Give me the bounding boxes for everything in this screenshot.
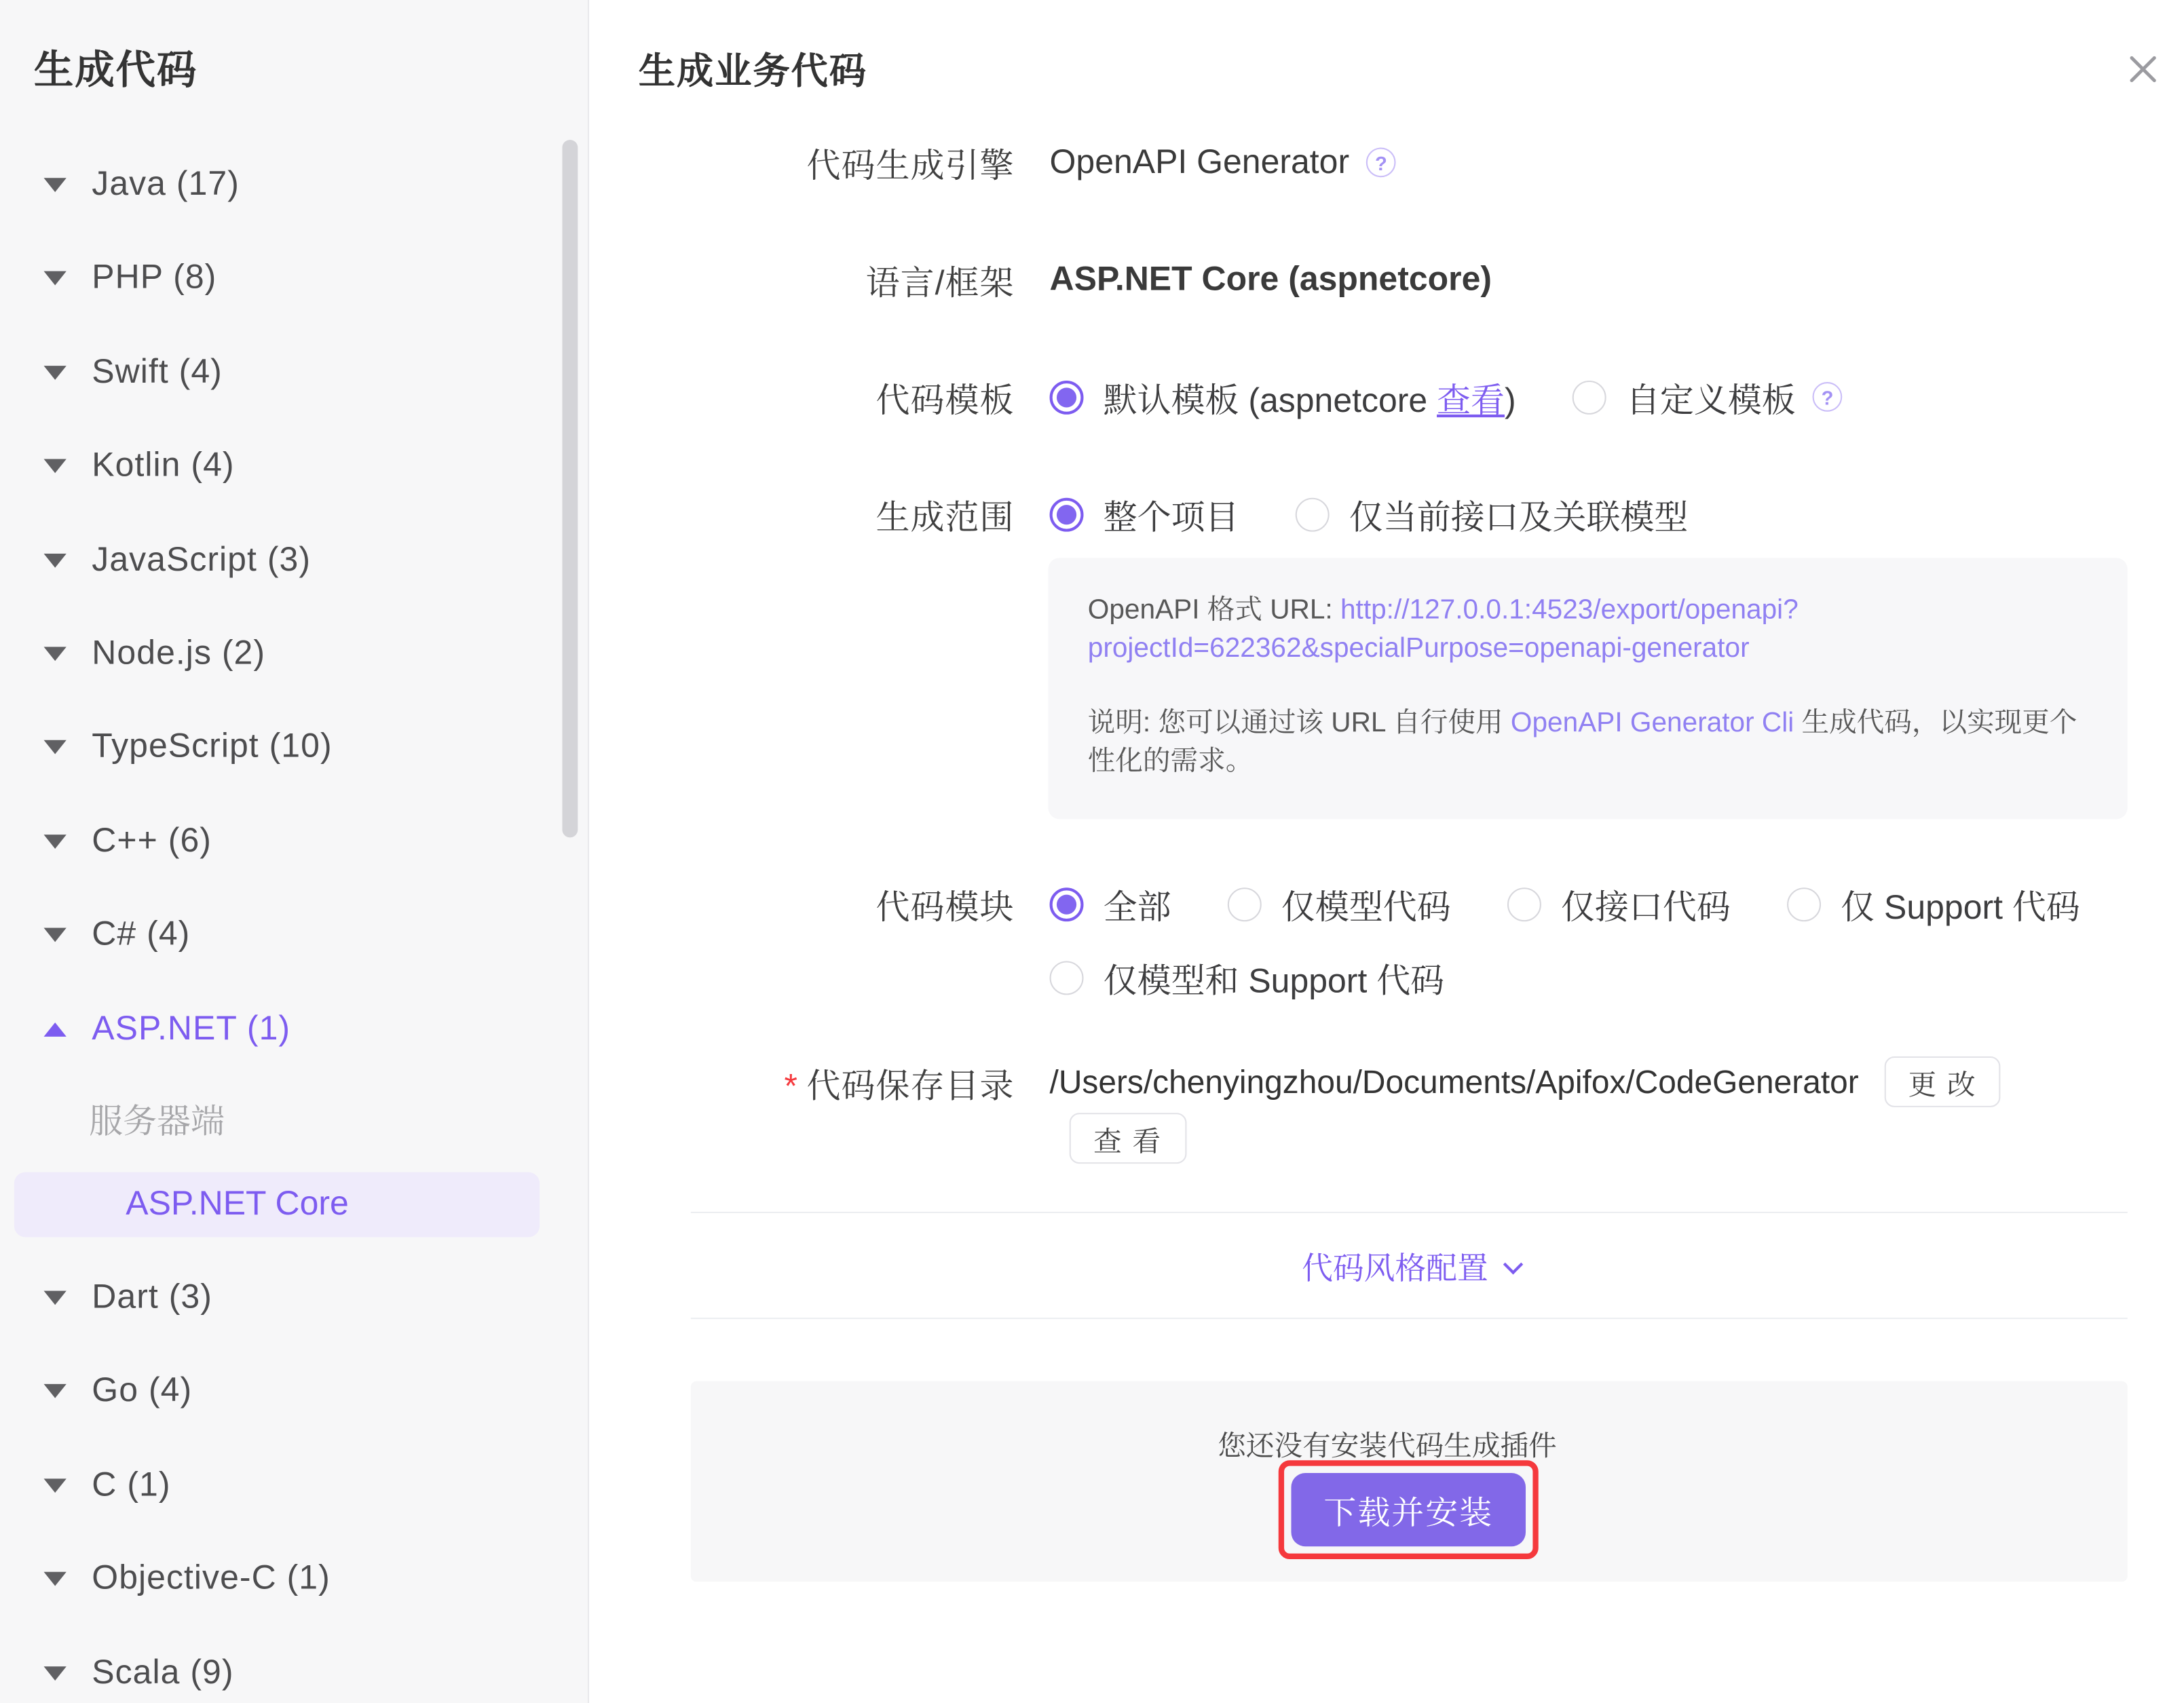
chevron-down-icon — [44, 1384, 67, 1398]
row-code-engine — [590, 138, 1396, 187]
engine-label: 代码生成引擎 — [806, 147, 1015, 186]
radio-api-code-only[interactable]: 仅接口代码 — [1507, 879, 1731, 929]
plugin-missing-message: 您还没有安装代码生成插件 — [1218, 1431, 1557, 1463]
sidebar-item-typescript[interactable]: TypeScript (10) — [0, 700, 588, 793]
sidebar-item-go[interactable]: Go (4) — [0, 1345, 588, 1438]
row-code-modules — [590, 879, 2080, 929]
help-icon[interactable]: ? — [1813, 382, 1843, 412]
row-generate-scope — [590, 489, 1688, 539]
radio-on-icon[interactable] — [1050, 887, 1084, 921]
sidebar-item-php[interactable]: PHP (8) — [0, 231, 588, 324]
chevron-down-icon — [44, 835, 67, 849]
sidebar-item-objective-c[interactable]: Objective-C (1) — [0, 1532, 588, 1625]
sidebar-item-swift[interactable]: Swift (4) — [0, 326, 588, 419]
close-icon[interactable] — [2125, 51, 2162, 88]
radio-whole-project[interactable]: 整个项目 — [1050, 489, 1239, 539]
sidebar-title: 生成代码 — [33, 47, 198, 92]
chevron-down-icon — [44, 366, 67, 380]
chevron-down-icon — [44, 178, 67, 192]
note-prefix: 说明: 您可以通过该 URL 自行使用 — [1087, 707, 1511, 739]
radio-current-api[interactable]: 仅当前接口及关联模型 — [1296, 489, 1689, 539]
dialog-title: 生成业务代码 — [638, 49, 868, 92]
change-dir-button[interactable]: 更 改 — [1884, 1056, 2001, 1107]
sidebar-item-csharp[interactable]: C# (4) — [0, 888, 588, 981]
radio-off-icon[interactable] — [1228, 887, 1262, 921]
chevron-down-icon — [1503, 1254, 1522, 1274]
row-language-framework — [590, 255, 1492, 305]
row-code-template — [590, 372, 1842, 421]
openapi-generator-cli-link[interactable]: OpenAPI Generator Cli — [1510, 707, 1794, 739]
chevron-down-icon — [44, 647, 67, 661]
radio-off-icon[interactable] — [1573, 380, 1606, 414]
language-sidebar — [0, 0, 589, 1703]
save-dir-path: /Users/chenyingzhou/Documents/Apifox/CodeGenerator — [1049, 1063, 1859, 1100]
radio-default-template[interactable]: 默认模板 (aspnetcore 查看) — [1050, 372, 1516, 421]
radio-model-code-only[interactable]: 仅模型代码 — [1228, 879, 1451, 929]
divider — [691, 1318, 2128, 1319]
scope-label: 生成范围 — [876, 499, 1015, 538]
chevron-down-icon — [44, 1666, 67, 1681]
sidebar-item-scala[interactable]: Scala (9) — [0, 1627, 588, 1703]
radio-support-code-only[interactable]: 仅 Support 代码 — [1787, 879, 2080, 929]
radio-on-icon[interactable] — [1050, 497, 1084, 531]
language-value: ASP.NET Core (aspnetcore) — [1049, 259, 1492, 299]
code-style-config-toggle[interactable]: 代码风格配置 — [691, 1245, 2128, 1289]
sidebar-group-server-side: 服务器端 — [89, 1102, 225, 1141]
row-save-directory-view — [590, 1113, 1186, 1164]
radio-off-icon[interactable] — [1296, 497, 1330, 531]
row-code-modules-2 — [590, 953, 1444, 1002]
divider — [691, 1212, 2128, 1213]
sidebar-scrollbar[interactable] — [562, 140, 578, 837]
openapi-url-link[interactable]: http://127.0.0.1:4523/export/openapi?projectId=622362&specialPurpose=openapi-generator — [1087, 594, 1799, 664]
save-dir-label: 代码保存目录 — [806, 1067, 1015, 1105]
sidebar-item-aspnet[interactable]: ASP.NET (1) — [0, 983, 588, 1076]
generate-business-code-dialog — [590, 0, 2184, 1703]
chevron-down-icon — [44, 1290, 67, 1305]
sidebar-item-aspnet-core-selected[interactable]: ASP.NET Core — [14, 1172, 540, 1238]
sidebar-item-c[interactable]: C (1) — [0, 1439, 588, 1532]
view-dir-button[interactable]: 查 看 — [1070, 1113, 1186, 1164]
radio-custom-template[interactable]: 自定义模板 ? — [1573, 372, 1843, 421]
sidebar-item-java[interactable]: Java (17) — [0, 138, 588, 231]
required-asterisk: * — [784, 1067, 799, 1105]
language-label: 语言/框架 — [865, 265, 1015, 303]
radio-off-icon[interactable] — [1787, 887, 1821, 921]
radio-all-modules[interactable]: 全部 — [1050, 879, 1171, 929]
row-save-directory — [590, 1056, 2001, 1107]
radio-off-icon[interactable] — [1507, 887, 1541, 921]
radio-off-icon[interactable] — [1050, 960, 1084, 994]
radio-model-and-support-code[interactable]: 仅模型和 Support 代码 — [1050, 953, 1445, 1002]
sidebar-item-cpp[interactable]: C++ (6) — [0, 795, 588, 888]
note-suffix: 生成代码，以实现更个性化的需求。 — [1087, 707, 2077, 777]
chevron-down-icon — [44, 271, 67, 286]
chevron-down-icon — [44, 740, 67, 754]
chevron-down-icon — [44, 928, 67, 942]
view-template-link[interactable]: 查看 — [1437, 382, 1505, 421]
url-prefix: OpenAPI 格式 URL: — [1087, 594, 1340, 626]
sidebar-item-nodejs[interactable]: Node.js (2) — [0, 607, 588, 700]
modules-label: 代码模块 — [876, 889, 1015, 927]
download-install-button[interactable]: 下载并安装 — [1291, 1473, 1526, 1546]
template-label: 代码模板 — [876, 382, 1015, 421]
sidebar-item-javascript[interactable]: JavaScript (3) — [0, 514, 588, 607]
chevron-down-icon — [44, 1572, 67, 1586]
openapi-url-info-box — [1048, 558, 2127, 819]
chevron-down-icon — [44, 554, 67, 568]
engine-value: OpenAPI Generator — [1049, 142, 1350, 181]
help-icon[interactable]: ? — [1366, 148, 1396, 178]
sidebar-item-kotlin[interactable]: Kotlin (4) — [0, 419, 588, 512]
radio-on-icon[interactable] — [1050, 380, 1084, 414]
chevron-up-icon — [44, 1022, 67, 1037]
chevron-down-icon — [44, 459, 67, 473]
sidebar-item-dart[interactable]: Dart (3) — [0, 1251, 588, 1344]
chevron-down-icon — [44, 1478, 67, 1493]
